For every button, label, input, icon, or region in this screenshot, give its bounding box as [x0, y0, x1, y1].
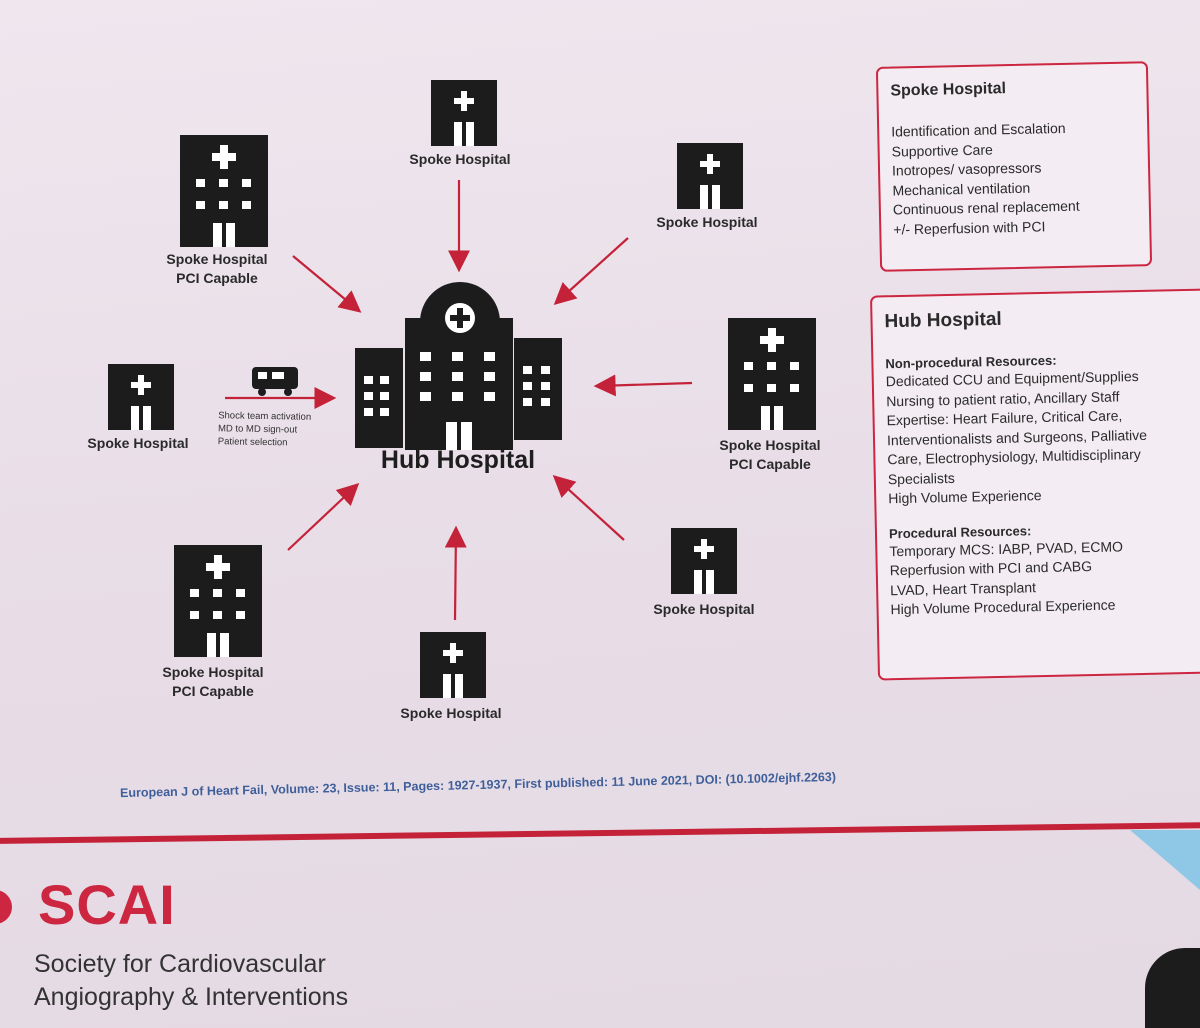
proc-item: Reperfusion with PCI and CABG — [889, 558, 1093, 579]
spoke-label-top: Spoke Hospital — [409, 151, 511, 167]
arrow-from-spoke-top-left — [293, 256, 358, 310]
nonproc-title: Non-procedural Resources: — [885, 352, 1057, 372]
nonproc-item: Interventionalists and Surgeons, Palliative — [886, 426, 1148, 448]
spoke-box-item: Inotropes/ vasopressors — [891, 159, 1042, 179]
spoke-label-bottom: Spoke Hospital — [400, 705, 502, 721]
citation: European J of Heart Fail, Volume: 23, Issue: 11, Pages: 1927-1937, First published: 11 June 2021, DOI: (10.1002/ejhf.2263) — [119, 769, 837, 801]
spoke-hospital-left-icon — [108, 364, 174, 430]
spoke-box-item: Continuous renal replacement — [892, 197, 1080, 218]
spoke-hospital-box — [876, 61, 1152, 272]
arrow-from-spoke-bottom-left — [288, 486, 356, 550]
proc-item: LVAD, Heart Transplant — [890, 578, 1037, 598]
arrow-from-spoke-top-right — [557, 238, 628, 302]
proc-item: High Volume Procedural Experience — [890, 596, 1116, 618]
nonproc-item: High Volume Experience — [888, 487, 1042, 507]
spoke-label-left: Spoke Hospital — [87, 435, 189, 451]
hub-hospital-icon — [355, 282, 562, 450]
spoke-box-item: Identification and Escalation — [891, 119, 1066, 140]
handoff-notes: Shock team activation MD to MD sign-out Patient selection — [217, 410, 312, 449]
spoke-label-right: Spoke Hospital PCI Capable — [719, 437, 821, 472]
spoke-hospital-top-icon — [431, 80, 497, 146]
spoke-hospital-top-right-icon — [677, 143, 743, 209]
spoke-label-bottom-right: Spoke Hospital — [653, 601, 755, 617]
spoke-hospital-bottom-icon — [420, 632, 486, 698]
hub-box-title: Hub Hospital — [884, 308, 1002, 333]
nonproc-item: Care, Electrophysiology, Multidisciplinary — [887, 445, 1141, 468]
spoke-hospital-pci-top-left-icon — [180, 135, 268, 247]
nonproc-item: Nursing to patient ratio, Ancillary Staff — [886, 387, 1120, 409]
hub-hospital-label: Hub Hospital — [380, 446, 536, 474]
spoke-hospital-pci-right-icon — [728, 318, 816, 430]
hub-hospital-box — [870, 288, 1200, 680]
nonproc-item: Specialists — [887, 469, 955, 487]
spoke-box-title: Spoke Hospital — [890, 80, 1007, 100]
spoke-label-top-left: Spoke Hospital PCI Capable — [166, 251, 268, 286]
proc-item: Temporary MCS: IABP, PVAD, ECMO — [889, 537, 1124, 559]
proc-title: Procedural Resources: — [888, 522, 1032, 541]
scai-logo-text: SCAI — [38, 873, 176, 936]
nonproc-item: Expertise: Heart Failure, Critical Care, — [886, 407, 1123, 429]
arrow-from-spoke-bottom-right — [556, 478, 624, 540]
arrow-from-spoke-bottom — [455, 530, 456, 620]
spoke-box-item: +/- Reperfusion with PCI — [893, 217, 1046, 238]
spoke-label-bottom-left: Spoke Hospital PCI Capable — [162, 664, 264, 699]
arrow-from-spoke-right — [598, 383, 692, 386]
nonproc-item: Dedicated CCU and Equipment/Supplies — [885, 367, 1139, 390]
spoke-label-top-right: Spoke Hospital — [656, 214, 758, 230]
spoke-box-item: Supportive Care — [891, 140, 993, 160]
scai-full-name: Society for Cardiovascular Angiography & Interventions — [34, 950, 349, 1011]
corner-accent — [1130, 830, 1200, 890]
spoke-hospital-bottom-right-icon — [671, 528, 737, 594]
spoke-box-item: Mechanical ventilation — [892, 179, 1031, 199]
spoke-hospital-pci-bottom-left-icon — [174, 545, 262, 657]
ambulance-icon — [252, 367, 298, 396]
